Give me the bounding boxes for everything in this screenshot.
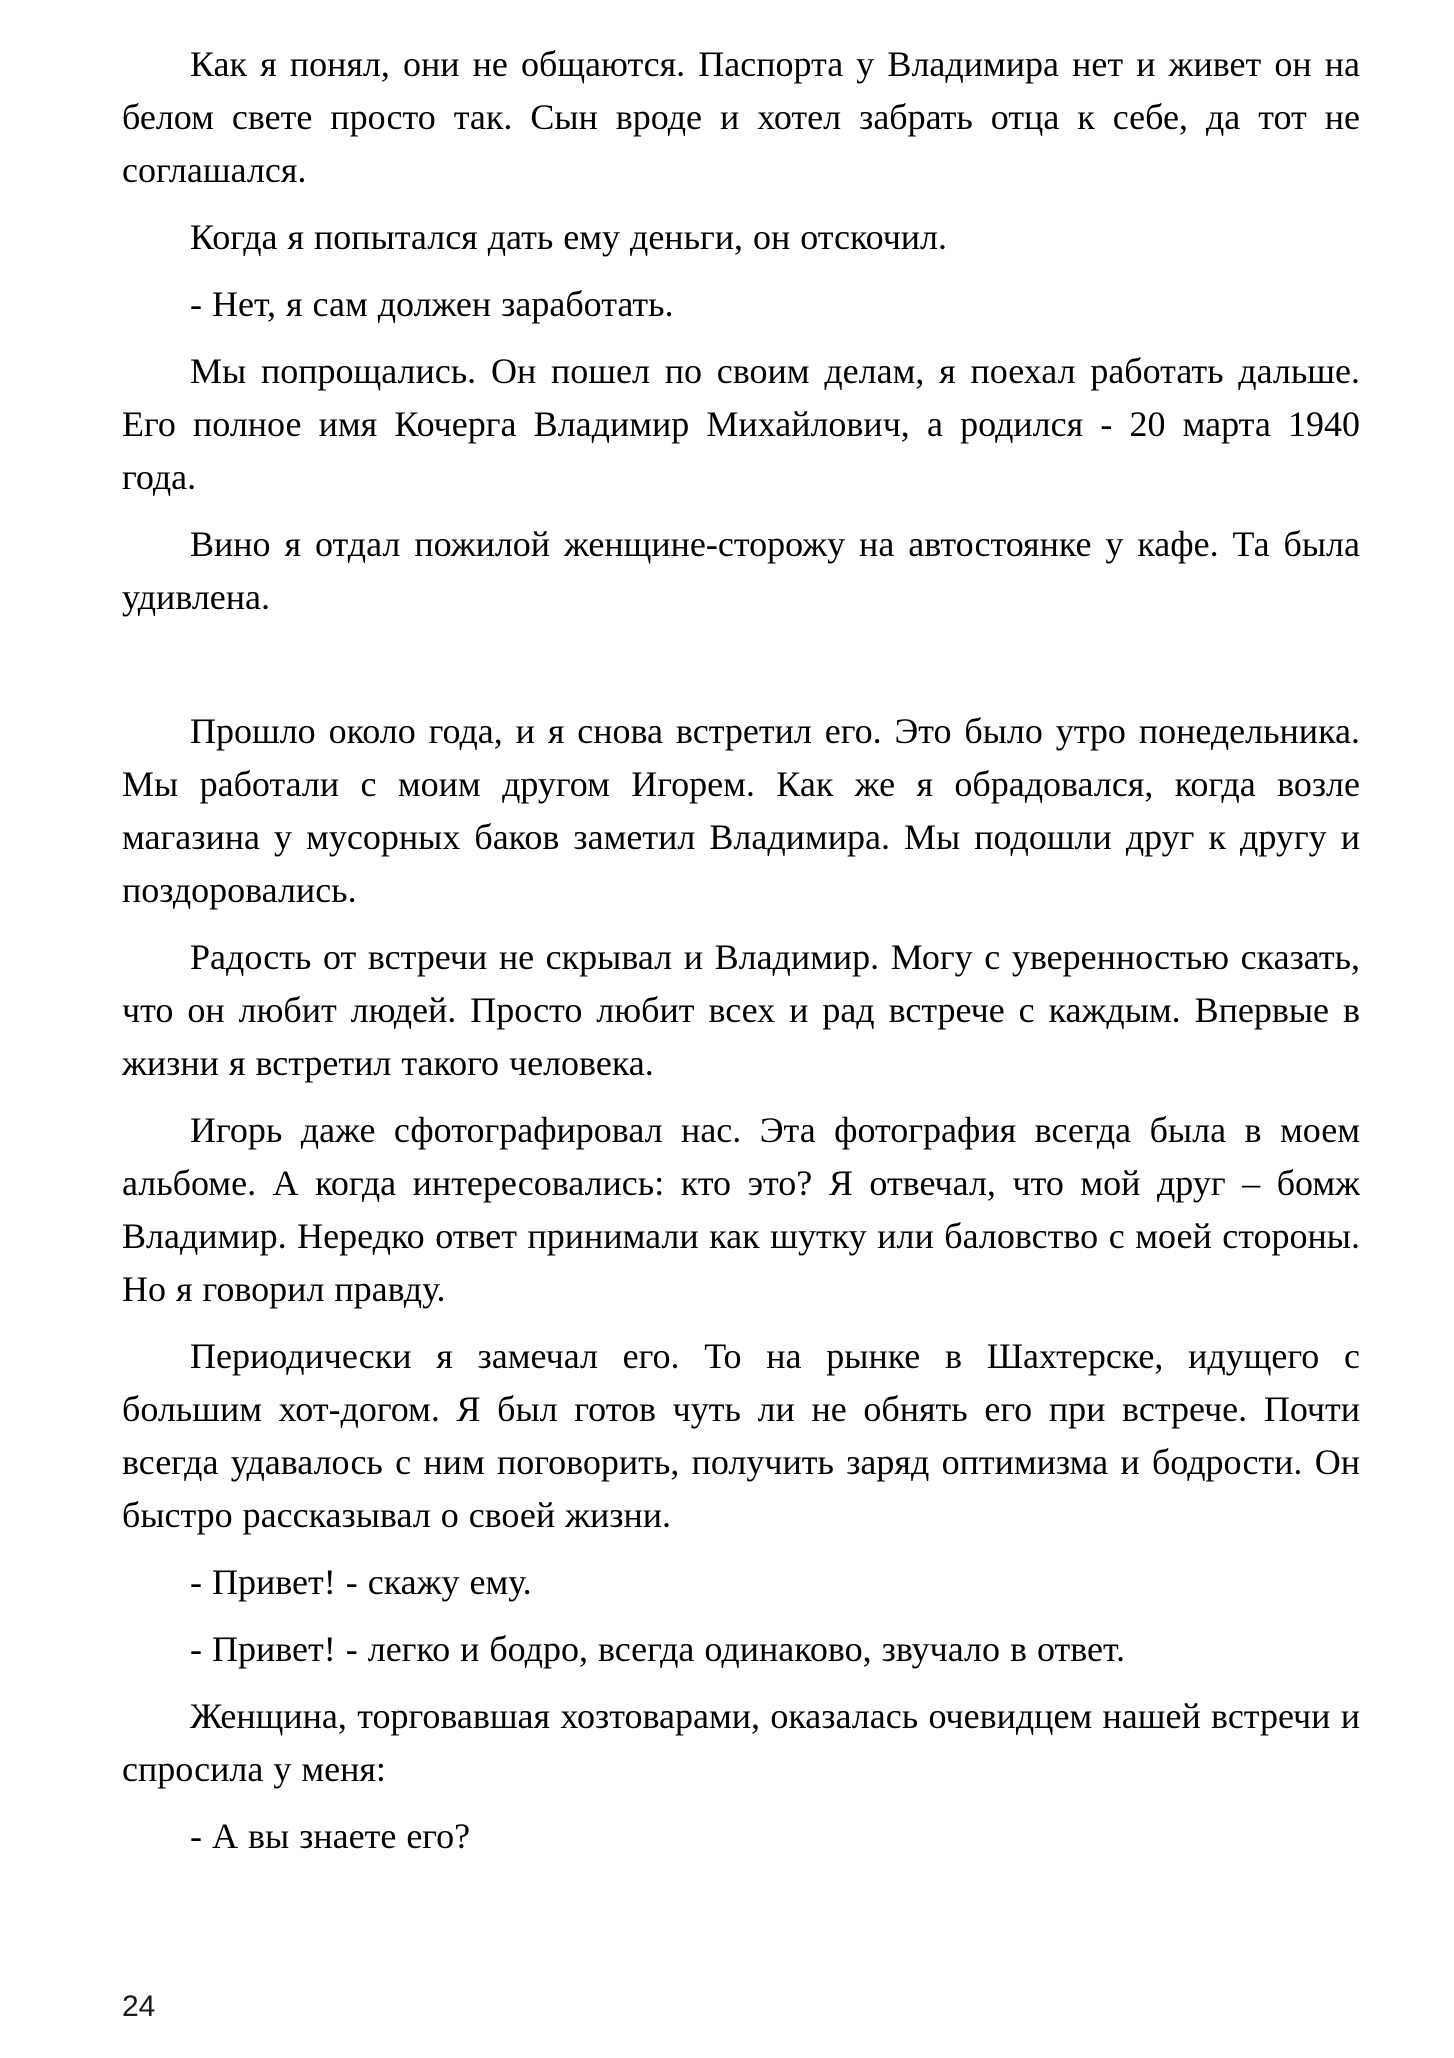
paragraph-dialogue: - А вы знаете его? bbox=[190, 1816, 471, 1856]
paragraph: Радость от встречи не скрывал и Владимир. Могу с уверенностью сказать, что он любит людей. Просто любит всех и рад встрече с каждым. Впервые в жизни я встретил такого человека. bbox=[122, 937, 1360, 1083]
page-text-block bbox=[122, 38, 1360, 1877]
paragraph: Периодически я замечал его. То на рынке в Шахтерске, идущего с большим хот-догом. Я был готов чуть ли не обнять его при встрече. Почти всегда удавалось с ним поговорить, получить заряд оптимизма и бодрости. Он быстро рассказывал о своей жизни. bbox=[122, 1336, 1360, 1535]
paragraph: Как я понял, они не общаются. Паспорта у Владимира нет и живет он на белом свете просто так. Сын вроде и хотел забрать отца к себе, да тот не соглашался. bbox=[122, 44, 1360, 190]
paragraph: Когда я попытался дать ему деньги, он отскочил. bbox=[190, 217, 948, 257]
page-number: 24 bbox=[122, 1990, 156, 2023]
paragraph: Женщина, торговавшая хозтоварами, оказалась очевидцем нашей встречи и спросила у меня: bbox=[122, 1696, 1360, 1789]
paragraph-dialogue: - Привет! - легко и бодро, всегда одинаково, звучало в ответ. bbox=[190, 1629, 1126, 1669]
paragraph: Прошло около года, и я снова встретил его. Это было утро понедельника. Мы работали с моим другом Игорем. Как же я обрадовался, когда возле магазина у мусорных баков заметил Владимира. Мы подошли друг к другу и поздоровались. bbox=[122, 711, 1360, 910]
paragraph-dialogue: - Привет! - скажу ему. bbox=[190, 1562, 532, 1602]
section-break-gap bbox=[122, 638, 1360, 705]
paragraph-dialogue: - Нет, я сам должен заработать. bbox=[190, 284, 674, 324]
paragraph: Мы попрощались. Он пошел по своим делам, я поехал работать дальше. Его полное имя Кочерга Владимир Михайлович, а родился - 20 марта 1940 года. bbox=[122, 351, 1360, 497]
paragraph: Вино я отдал пожилой женщине-сторожу на автостоянке у кафе. Та была удивлена. bbox=[122, 524, 1360, 617]
paragraph: Игорь даже сфотографировал нас. Эта фотография всегда была в моем альбоме. А когда интересовались: кто это? Я отвечал, что мой друг – бомж Владимир. Нередко ответ принимали как шутку или баловство с моей стороны. Но я говорил правду. bbox=[122, 1110, 1360, 1309]
page-footer bbox=[122, 1990, 155, 2024]
